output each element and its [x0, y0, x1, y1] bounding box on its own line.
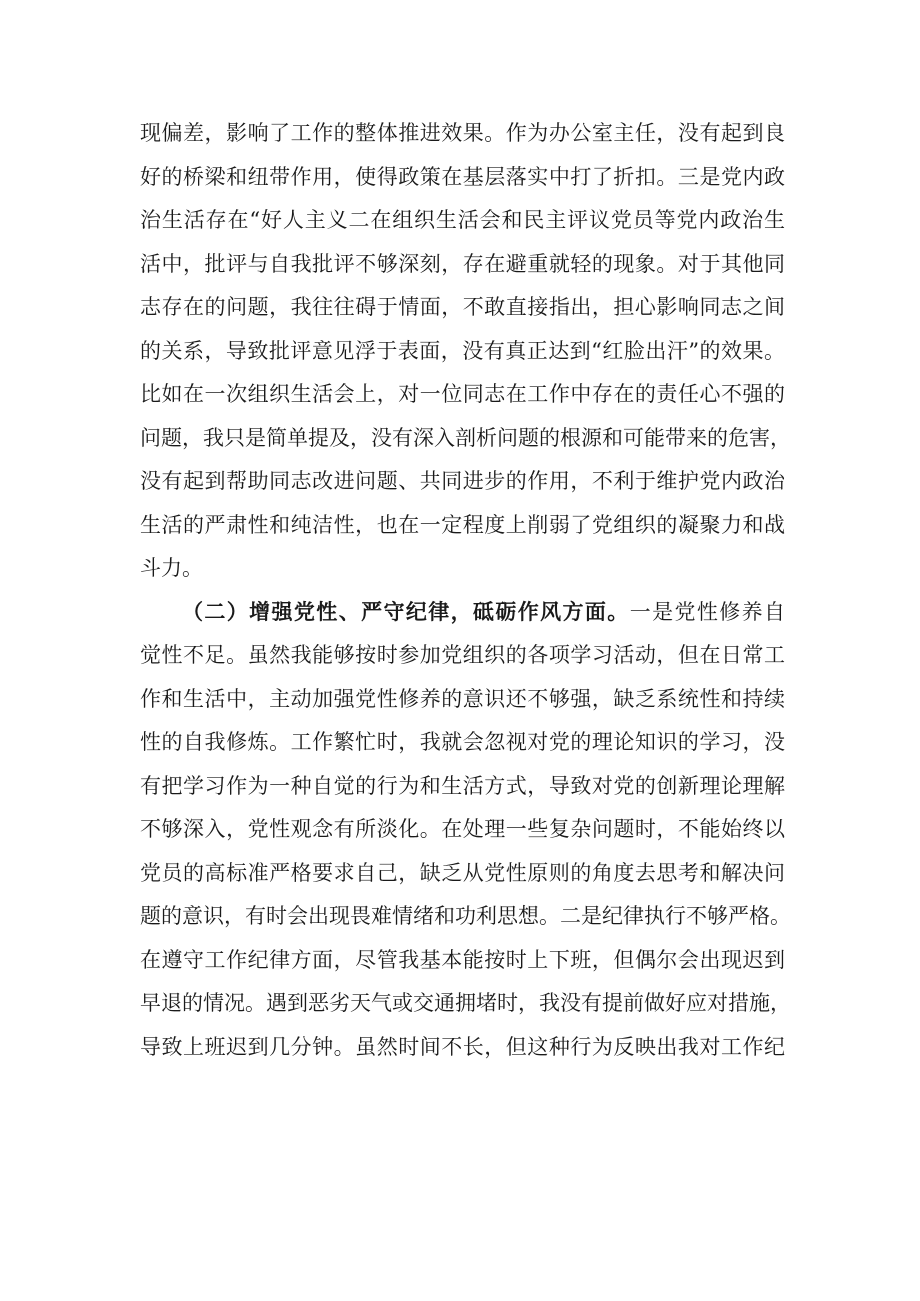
- text-line: 觉性不足。虽然我能够按时参加党组织的各项学习活动，但在日常工: [140, 643, 785, 667]
- text-line: 作和生活中，主动加强党性修养的意识还不够强，缺乏系统性和持续: [140, 686, 785, 711]
- text-line: 治生活存在“好人主义二在组织生活会和民主评议党员等党内政治生: [140, 208, 785, 232]
- text-line: 不够深入，党性观念有所淡化。在处理一些复杂问题时，不能始终以: [140, 817, 785, 841]
- text-line: 在遵守工作纪律方面，尽管我基本能按时上下班，但偶尔会出现迟到: [140, 947, 785, 972]
- text-line: 早退的情况。遇到恶劣天气或交通拥堵时，我没有提前做好应对措施，: [140, 991, 791, 1015]
- text-fragment: 一是党性修养自: [629, 599, 786, 624]
- text-line: 生活的严肃性和纯洁性，也在一定程度上削弱了党组织的凝聚力和战: [140, 512, 785, 537]
- text-line: 有把学习作为一种自觉的行为和生活方式，导致对党的创新理论理解: [140, 773, 785, 798]
- body-text: [140, 112, 791, 1069]
- text-line: 党员的高标准严格要求自己，缺乏从党性原则的角度去思考和解决问: [140, 860, 785, 885]
- text-line: 比如在一次组织生活会上，对一位同志在工作中存在的责任心不强的: [140, 382, 785, 406]
- text-line: 问题，我只是简单提及，没有深入剖析问题的根源和可能带来的危害，: [140, 425, 791, 450]
- text-line: 性的自我修炼。工作繁忙时，我就会忽视对党的理论知识的学习，没: [140, 730, 785, 754]
- text-line: 的关系，导致批评意见浮于表面，没有真正达到“红脸出汗”的效果。: [140, 338, 785, 363]
- text-line: 志存在的问题，我往往碍于情面，不敢直接指出，担心影响同志之间: [140, 295, 785, 319]
- paragraph-1: [140, 112, 791, 591]
- text-line: 活中，批评与自我批评不够深刻，存在避重就轻的现象。对于其他同: [140, 251, 785, 276]
- text-line: 好的桥梁和纽带作用，使得政策在基层落实中打了折扣。三是党内政: [140, 164, 785, 189]
- text-line: 题的意识，有时会出现畏难情绪和功利思想。二是纪律执行不够严格。: [140, 904, 791, 928]
- text-line: 斗力。: [140, 556, 203, 580]
- text-line: 没有起到帮助同志改进问题、共同进步的作用，不利于维护党内政治: [140, 469, 785, 493]
- text-line: 现偏差，影响了工作的整体推进效果。作为办公室主任，没有起到良: [140, 121, 785, 145]
- section-heading: （二）增强党性、严守纪律，砥砺作风方面。: [182, 599, 630, 624]
- paragraph-2: [140, 591, 791, 1070]
- text-line: 导致上班迟到几分钟。虽然时间不长，但这种行为反映出我对工作纪: [140, 1034, 785, 1059]
- section-heading-line: [140, 591, 785, 635]
